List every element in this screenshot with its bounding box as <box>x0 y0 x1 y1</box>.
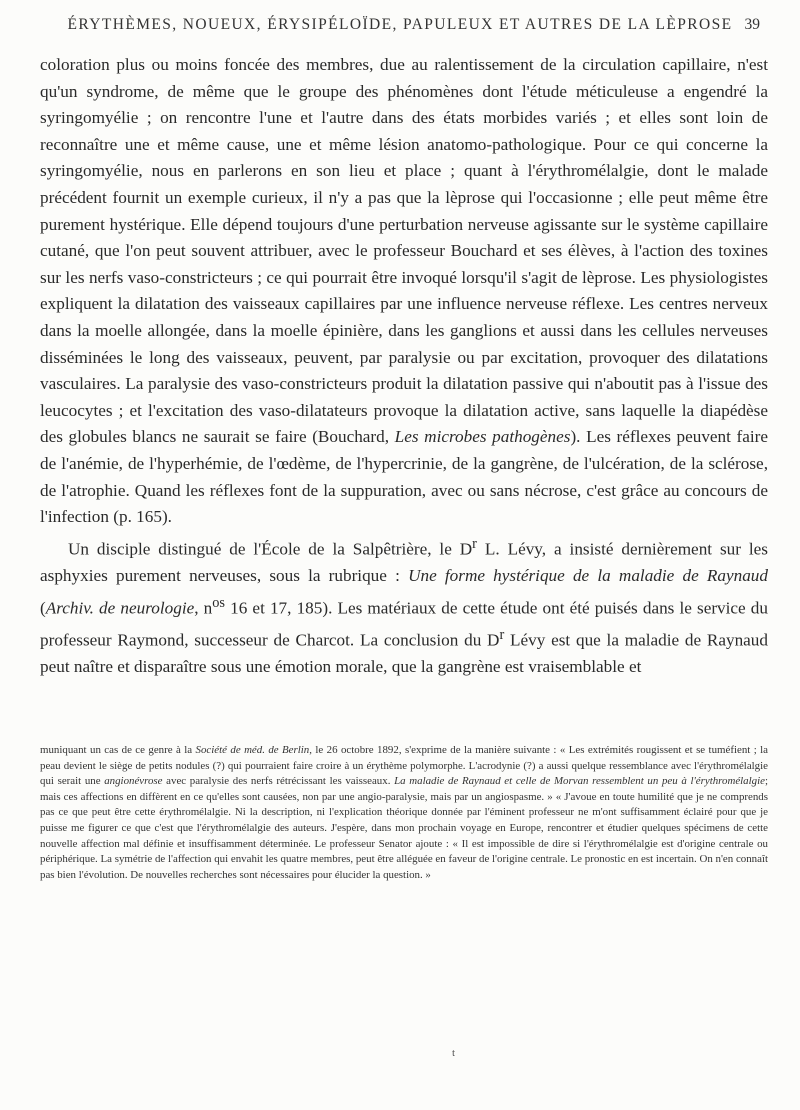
journal-title: Archiv. de neurologie <box>45 598 195 618</box>
running-title: ÉRYTHÈMES, NOUEUX, ÉRYSIPÉLOÏDE, PAPULEUX ET AUTRES DE LA LÈPROSE <box>67 16 733 33</box>
footnote: muniquant un cas de ce genre à la Société de méd. de Berlin, le 26 octobre 1892, s'exprime de la manière suivante : « Les extrémités rougissent et se tuméfient ; la peau devient le siège de petits nodules (?) qui pourraient faire croire à un érythème polymorphe. L'acrodynie (?) a aussi quelque ressemblance avec l'érythromélalgie qui serait une angionévrose avec paralysie des nerfs rétrécissant les vaisseaux. La maladie de Raynaud et celle de Morvan ressemblent un peu à l'érythromélalgie; mais ces affections en diffèrent en ce qu'elles sont causées, non par une angio-paralysie, mais par un angiospasme. » « J'avoue en toute humilité que je ne comprends pas ce que peut être cette érythromélalgie. Ni la description, ni l'explication théorique donnée par l'éminent professeur ne m'ont suffisamment éclairé pour que je puisse me figurer ce que c'est que l'érythromélalgie des auteurs. J'espère, dans mon prochain voyage en Europe, rencontrer et étudier quelques spécimens de cette nouvelle affection mal définie et insuffisamment déterminée. Le professeur Senator ajoute : « Il est impossible de dire si l'érythromélalgie est d'origine centrale ou périphérique. La symétrie de l'affection qui envahit les quatre membres, peut être alléguée en faveur de l'origine centrale. Le pronostic en est incertain. On n'en connaît pas bien l'évolution. De nouvelles recherches sont nécessaires pour élucider la question. » <box>40 744 768 881</box>
page-number: 39 <box>744 16 760 33</box>
work-title: Une forme hystérique de la maladie de Raynaud <box>408 566 768 586</box>
main-text <box>40 52 768 681</box>
signature-marker: t <box>452 1047 456 1059</box>
paragraph: Un disciple distingué de l'École de la Salpêtrière, le $D^r$ L. Lévy, a insisté dernièrement sur les asphyxies purement nerveuses, sous la rubrique : Une forme hystérique de la maladie de Raynaud (Archiv. de neurologie, $n^{os}$ 16 et 17, 185). Les matériaux de cette étude ont été puisés dans le service du professeur Raymond, successeur de Charcot. La conclusion du $D^r$ Lévy est que la maladie de Raynaud peut naître et disparaître sous une émotion morale, que la gangrène est vraisemblable et <box>40 535 768 677</box>
paragraph: coloration plus ou moins foncée des membres, due au ralentissement de la circulation capillaire, n'est qu'un syndrome, de même que le groupe des phénomènes dont l'étude méticuleuse a engendré la syringomyélie ; on rencontre l'une et l'autre dans des états morbides variés ; et elles sont loin de reconnaître une et même cause, une et même lésion anatomo-pathologique. Pour ce qui concerne la syringomyélie, nous en parlerons en son lieu et place ; quant à l'érythromélalgie, dont le malade précédent fournit un exemple curieux, il n'y a pas que la lèprose qui l'occasionne ; elle peut même être purement hystérique. Elle dépend toujours d'une perturbation nerveuse agissante sur le système capillaire cutané, que l'on peut souvent attribuer, avec le professeur Bouchard et ses élèves, à l'action des toxines sur les nerfs vaso-constricteurs ; ce qui pourrait être invoqué lorsqu'il s'agit de lèprose. Les physiologistes expliquent la dilatation des vaisseaux capillaires par une influence nerveuse réflexe. Les centres nerveux dans la moelle allongée, dans la moelle épinière, dans les ganglions et aussi dans les cellules nerveuses disséminées le long des vaisseaux, peuvent, par paralysie ou par excitation, provoquer des dilatations vasculaires. La paralysie des vaso-constricteurs produit la dilatation passive qui n'aboutit pas à l'issue des leucocytes ; et l'excitation des vaso-dilatateurs provoque la dilatation active, sans laquelle la diapédèse des globules blancs ne saurait se faire (Bouchard, Les microbes pathogènes). Les réflexes peuvent faire de l'anémie, de l'hyperhémie, de l'œdème, de l'hypercrinie, de la gangrène, de l'ulcération, de la sclérose, de l'atrophie. Quand les réflexes font de la suppuration, avec ou sans nécrose, c'est grâce au concours de l'infection (p. 165). <box>40 55 769 527</box>
running-header <box>40 10 760 40</box>
work-title: Les microbes pathogènes <box>394 427 571 447</box>
